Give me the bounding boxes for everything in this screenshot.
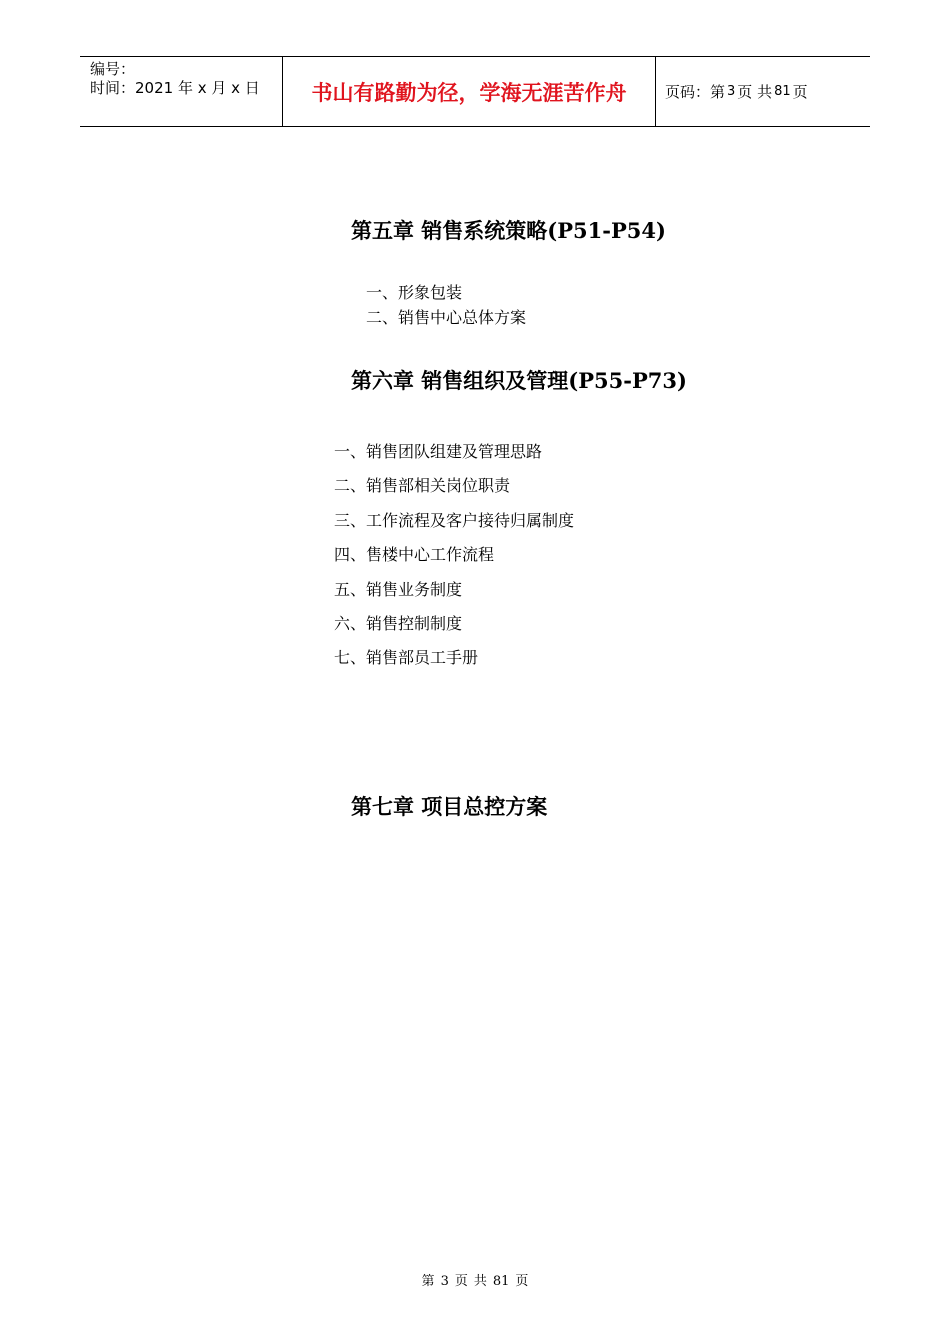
chapter-6-item: 七、销售部员工手册	[334, 648, 479, 667]
chapter-6-item: 二、销售部相关岗位职责	[334, 476, 511, 495]
page-footer	[0, 1270, 950, 1289]
footer-page-number: 3	[440, 1274, 449, 1289]
header-page-mid: 页 共	[737, 83, 773, 101]
header-page-number: 3	[727, 84, 736, 99]
chapter-6-item: 五、销售业务制度	[334, 580, 463, 599]
page-header	[80, 56, 870, 127]
footer-page-prefix: 第	[421, 1274, 435, 1289]
chapter-6-item: 三、工作流程及客户接待归属制度	[334, 511, 575, 530]
document-number-label: 编号：	[90, 60, 136, 78]
document-time-label: 时间：2021 年 x 月 x 日	[90, 79, 260, 97]
header-page-info	[656, 57, 870, 126]
footer-page-total: 81	[492, 1274, 510, 1289]
header-page-total: 81	[774, 84, 791, 99]
chapter-5-item: 一、形象包装	[366, 283, 463, 302]
header-page-label: 页码：第	[665, 83, 726, 101]
chapter-6-title: 第六章 销售组织及管理(P55-P73)	[351, 368, 687, 393]
chapter-5-title: 第五章 销售系统策略(P51-P54)	[351, 218, 666, 243]
chapter-5-item: 二、销售中心总体方案	[366, 308, 527, 327]
footer-total-prefix: 共	[473, 1274, 487, 1289]
header-page-end: 页	[792, 83, 808, 101]
footer-total-suffix: 页	[515, 1274, 529, 1289]
header-meta	[80, 57, 282, 126]
chapter-7-title: 第七章 项目总控方案	[351, 794, 548, 819]
footer-page-mid: 页	[454, 1274, 468, 1289]
chapter-6-item: 一、销售团队组建及管理思路	[334, 442, 543, 461]
chapter-6-item: 六、销售控制制度	[334, 614, 463, 633]
header-motto: 书山有路勤为径，学海无涯苦作舟	[282, 57, 656, 126]
chapter-6-item: 四、售楼中心工作流程	[334, 545, 495, 564]
